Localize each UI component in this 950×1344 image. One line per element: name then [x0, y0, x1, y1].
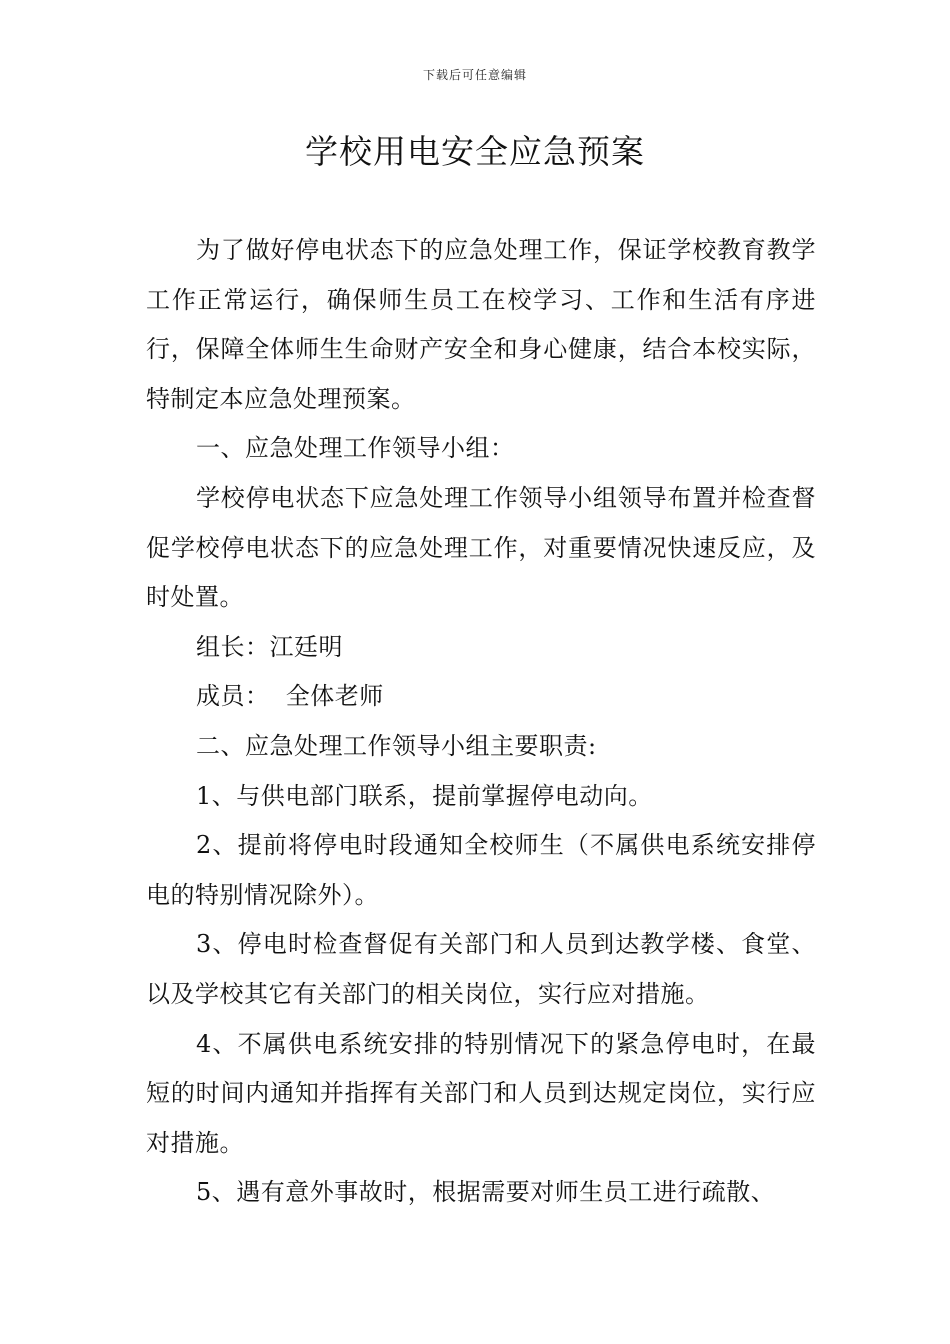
document-body — [146, 226, 816, 1218]
section-heading-2: 二、应急处理工作领导小组主要职责: — [196, 731, 597, 760]
list-item-4: 4、不属供电系统安排的特别情况下的紧急停电时，在最短的时间内通知并指挥有关部门和人员到达规定岗位，实行应对措施。 — [146, 1029, 816, 1157]
paragraph-intro: 为了做好停电状态下的应急处理工作，保证学校教育教学工作正常运行，确保师生员工在校学习、工作和生活有序进行，保障全体师生生命财产安全和身心健康，结合本校实际，特制定本应急处理预案。 — [146, 236, 816, 413]
header-note: 下载后可任意编辑 — [422, 68, 527, 82]
list-item-5: 5、遇有意外事故时，根据需要对师生员工进行疏散、 — [196, 1178, 776, 1207]
list-item-3: 3、停电时检查督促有关部门和人员到达教学楼、食堂、以及学校其它有关部门的相关岗位，实行应对措施。 — [146, 930, 816, 1008]
paragraph-members: 成员： 全体老师 — [196, 682, 384, 711]
paragraph-group-duty: 学校停电状态下应急处理工作领导小组领导布置并检查督促学校停电状态下的应急处理工作，对重要情况快速反应，及时处置。 — [146, 483, 816, 612]
list-item-1: 1、与供电部门联系，提前掌握停电动向。 — [196, 781, 653, 810]
section-heading-1: 一、应急处理工作领导小组： — [196, 434, 515, 463]
document-title: 学校用电安全应急预案 — [305, 132, 645, 171]
list-item-2: 2、提前将停电时段通知全校师生（不属供电系统安排停电的特别情况除外）。 — [146, 831, 816, 909]
paragraph-leader: 组长：江廷明 — [196, 632, 343, 661]
